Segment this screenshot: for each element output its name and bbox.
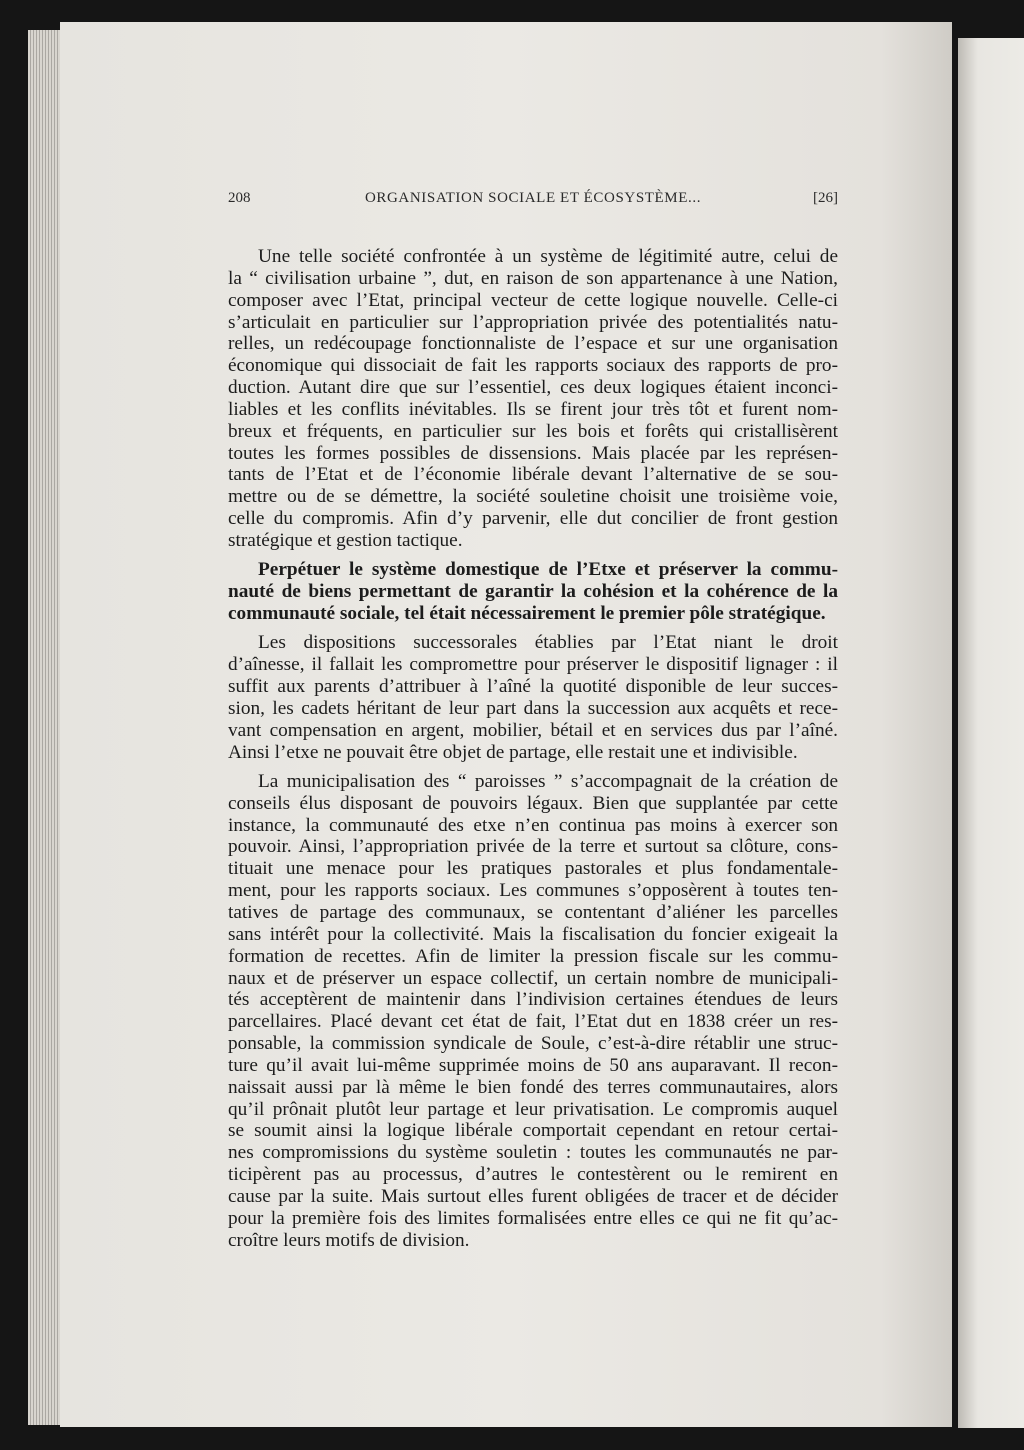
text-line: sion, les cadets héritant de leur part dans la succession aux acquêts et rece- xyxy=(228,697,838,719)
text-line: celle du compromis. Afin d’y parvenir, elle dut concilier de front gestion xyxy=(228,508,838,530)
text-line: formation de recettes. Afin de limiter la pression fiscale sur les commu- xyxy=(228,945,838,967)
text-line: cause par la suite. Mais surtout elles furent obligées de tracer et de décider xyxy=(228,1185,838,1207)
text-line: naux et de préserver un espace collectif, un certain nombre de municipali- xyxy=(228,967,838,989)
paragraph xyxy=(228,771,838,1252)
text-line: croître leurs motifs de division. xyxy=(228,1229,470,1251)
text-line: Une telle société confrontée à un système de légitimité autre, celui de xyxy=(258,246,838,267)
text-line: toutes les formes possibles de dissensions. Mais placée par les représen- xyxy=(228,442,838,464)
text-line: ment, pour les rapports sociaux. Les communes s’opposèrent à toutes ten- xyxy=(228,880,838,902)
text-line: duction. Autant dire que sur l’essentiel, ces deux logiques étaient inconci- xyxy=(228,377,838,399)
text-line: nauté de biens permettant de garantir la cohésion et la cohérence de la xyxy=(228,581,838,603)
text-line: qu’il prônait plutôt leur partage et leur privatisation. Le compromis auquel xyxy=(228,1098,838,1120)
text-line: parcellaires. Placé devant cet état de fait, l’Etat dut en 1838 créer un res- xyxy=(228,1011,838,1033)
text-line: tés acceptèrent de maintenir dans l’indivision certaines étendues de leurs xyxy=(228,989,838,1011)
paragraph xyxy=(228,632,838,763)
text-line: stratégique et gestion tactique. xyxy=(228,529,463,551)
text-line: relles, un redécoupage fonctionnaliste de l’espace et sur une organisation xyxy=(228,333,838,355)
text-line: composer avec l’Etat, principal vecteur de cette logique nouvelle. Celle-ci xyxy=(228,289,838,311)
text-line: suffit aux parents d’attribuer à l’aîné la quotité disponible de leur succes- xyxy=(228,676,838,698)
text-line: ticipèrent pas au processus, d’autres le contestèrent ou le remirent en xyxy=(228,1164,838,1186)
text-line: ponsable, la commission syndicale de Soule, c’est-à-dire rétablir une struc- xyxy=(228,1033,838,1055)
book-page-edges xyxy=(28,30,64,1425)
body-text xyxy=(228,246,838,1259)
text-line: s’articulait en particulier sur l’appropriation privée des potentialités natu- xyxy=(228,311,838,333)
text-line: d’aînesse, il fallait les compromettre pour préserver le dispositif lignager : il xyxy=(228,654,838,676)
text-line: économique qui dissociait de fait les rapports sociaux des rapports de pro- xyxy=(228,355,838,377)
text-line: naissait aussi par là même le bien fondé des terres communautaires, alors xyxy=(228,1076,838,1098)
text-line: sans intérêt pour la collectivité. Mais la fiscalisation du foncier exigeait la xyxy=(228,923,838,945)
text-line: Ainsi l’etxe ne pouvait être objet de partage, elle restait une et indivisible. xyxy=(228,741,798,763)
text-line: mettre ou de se démettre, la société souletine choisit une troisième voie, xyxy=(228,486,838,508)
text-line: communauté sociale, tel était nécessairement le premier pôle stratégique. xyxy=(228,603,826,624)
text-line: tituait une menace pour les pratiques pastorales et plus fondamentale- xyxy=(228,858,838,880)
text-line: la “ civilisation urbaine ”, dut, en raison de son appartenance à une Nation, xyxy=(228,267,838,289)
bold-thesis-paragraph xyxy=(228,559,838,625)
text-line: ture qu’il avait lui-même supprimée moins de 50 ans auparavant. Il recon- xyxy=(228,1054,838,1076)
facing-page-edge xyxy=(958,38,1024,1428)
running-header xyxy=(228,190,838,212)
paragraph xyxy=(228,246,838,552)
text-line: nes compromissions du système souletin : toutes les communautés ne par- xyxy=(228,1142,838,1164)
text-line: tatives de partage des communaux, se contentant d’aliéner les parcelles xyxy=(228,901,838,923)
text-line: Perpétuer le système domestique de l’Etxe et préserver la commu- xyxy=(258,559,838,581)
text-line: pour la première fois des limites formalisées entre elles ce qui ne fit qu’ac- xyxy=(228,1207,838,1229)
text-line: breux et fréquents, en particulier sur les bois et forêts qui cristallisèrent xyxy=(228,420,838,442)
text-line: se soumit ainsi la logique libérale comportait cependant en retour certai- xyxy=(228,1120,838,1142)
text-line: vant compensation en argent, mobilier, bétail et en services dus par l’aîné. xyxy=(228,719,838,741)
text-line: liables et les conflits inévitables. Ils se firent jour très tôt et furent nom- xyxy=(228,398,838,420)
section-reference: [26] xyxy=(813,190,838,206)
text-line: pouvoir. Ainsi, l’appropriation privée de la terre et surtout sa clôture, cons- xyxy=(228,836,838,858)
page-number: 208 xyxy=(228,190,251,206)
text-line: La municipalisation des “ paroisses ” s’accompagnait de la création de xyxy=(258,770,838,792)
text-line: instance, la communauté des etxe n’en continua pas moins à exercer son xyxy=(228,814,838,836)
text-line: conseils élus disposant de pouvoirs légaux. Bien que supplantée par cette xyxy=(228,792,838,814)
text-line: tants de l’Etat et de l’économie libérale devant l’alternative de se sou- xyxy=(228,464,838,486)
running-title: ORGANISATION SOCIALE ET ÉCOSYSTÈME... xyxy=(364,190,702,206)
text-line: Les dispositions successorales établies par l’Etat niant le droit xyxy=(258,632,838,654)
